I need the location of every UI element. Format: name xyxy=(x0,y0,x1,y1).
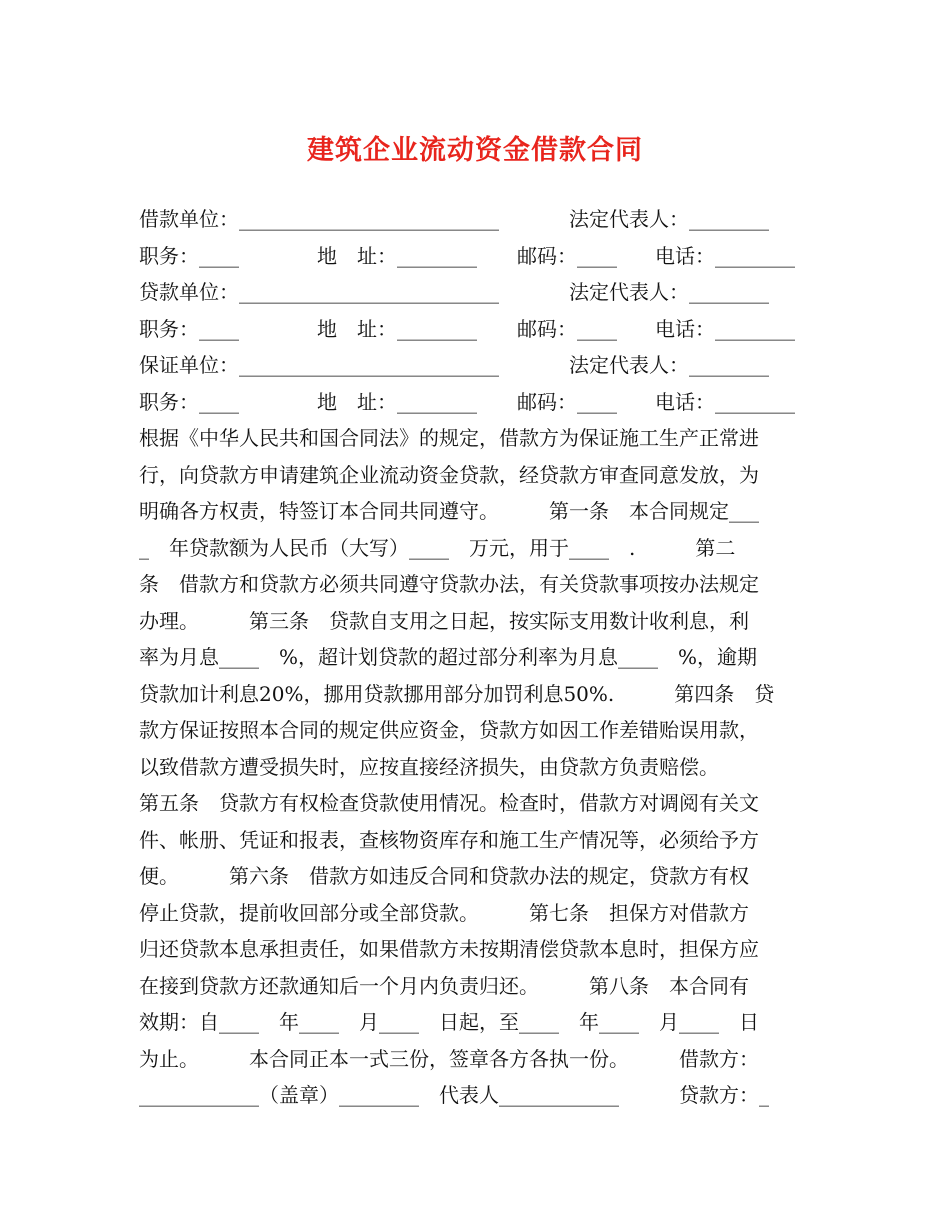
body-line: 在接到贷款方还款通知后一个月内负责归还。 第八条 本合同有 xyxy=(139,973,749,998)
body-line: 贷款加计利息20%，挪用贷款挪用部分加罚利息50%. 第四条 贷 xyxy=(139,681,775,706)
body-line: 停止贷款，提前收回部分或全部贷款。 第七条 担保方对借款方 xyxy=(139,900,749,925)
body-line: 以致借款方遭受损失时，应按直接经济损失，由贷款方负责赔偿。 xyxy=(139,754,719,779)
guarantor-postcode: 邮码：____ xyxy=(517,389,617,414)
lender-postcode: 邮码：____ xyxy=(517,316,617,341)
guarantor-duty: 职务：____ xyxy=(139,389,239,414)
body-line: 明确各方权责，特签订本合同共同遵守。 第一条 本合同规定___ xyxy=(139,499,759,523)
guarantor-unit: 保证单位：__________________________ xyxy=(139,353,499,377)
guarantor-address: 地 址：________ xyxy=(317,389,477,414)
borrower-postcode: 邮码：____ xyxy=(517,243,617,268)
guarantor-contact-row xyxy=(139,384,814,421)
body-line: 效期：自____ 年____ 月____ 日起，至____ 年____ 月____ 日 xyxy=(139,1010,759,1034)
borrower-duty: 职务：____ xyxy=(139,243,239,268)
body-line: 为止。 本合同正本一式三份，签章各方各执一份。 借款方： xyxy=(139,1046,759,1071)
body-line: 率为月息____ %，超计划贷款的超过部分利率为月息____ %，逾期 xyxy=(139,645,758,669)
body-line: ____________（盖章）________ 代表人____________ 贷款方：_ xyxy=(139,1083,769,1107)
guarantor-legal-rep: 法定代表人：________ xyxy=(569,353,769,377)
borrower-address: 地 址：________ xyxy=(317,243,477,268)
lender-duty: 职务：____ xyxy=(139,316,239,341)
lender-contact-row xyxy=(139,311,814,348)
body-line: _ 年贷款额为人民币（大写）____ 万元，用于____ . 第二 xyxy=(139,535,736,560)
body-line: 归还贷款本息承担责任，如果借款方未按期清偿贷款本息时，担保方应 xyxy=(139,937,759,961)
guarantor-row xyxy=(139,347,814,384)
borrower-contact-row xyxy=(139,238,814,275)
guarantor-phone: 电话：________ xyxy=(655,389,795,414)
body-line: 便。 第六条 借款方如违反合同和贷款办法的规定，贷款方有权 xyxy=(139,864,749,888)
borrower-unit: 借款单位：__________________________ xyxy=(139,207,499,231)
body-line: 第五条 贷款方有权检查贷款使用情况。检查时，借款方对调阅有关文 xyxy=(139,791,759,815)
borrower-legal-rep: 法定代表人：________ xyxy=(569,207,769,231)
lender-unit: 贷款单位：__________________________ xyxy=(139,280,499,304)
body-line: 办理。 第三条 贷款自支用之日起，按实际支用数计收利息，利 xyxy=(139,608,749,633)
lender-row xyxy=(139,274,814,311)
borrower-row xyxy=(139,201,814,238)
body-line: 件、帐册、凭证和报表，查核物资库存和施工生产情况等，必须给予方 xyxy=(139,827,759,852)
document-title: 建筑企业流动资金借款合同 xyxy=(307,135,643,166)
body-line: 款方保证按照本合同的规定供应资金，贷款方如因工作差错贻误用款， xyxy=(139,718,759,742)
contract-body xyxy=(139,201,814,1114)
body-line: 根据《中华人民共和国合同法》的规定，借款方为保证施工生产正常进 xyxy=(139,426,759,450)
lender-address: 地 址：________ xyxy=(317,316,477,341)
body-line: 行，向贷款方申请建筑企业流动资金贷款，经贷款方审查同意发放，为 xyxy=(139,462,759,487)
lender-phone: 电话：________ xyxy=(655,316,795,341)
lender-legal-rep: 法定代表人：________ xyxy=(569,280,769,304)
body-line: 条 借款方和贷款方必须共同遵守贷款办法，有关贷款事项按办法规定 xyxy=(139,572,759,596)
borrower-phone: 电话：________ xyxy=(655,243,795,268)
